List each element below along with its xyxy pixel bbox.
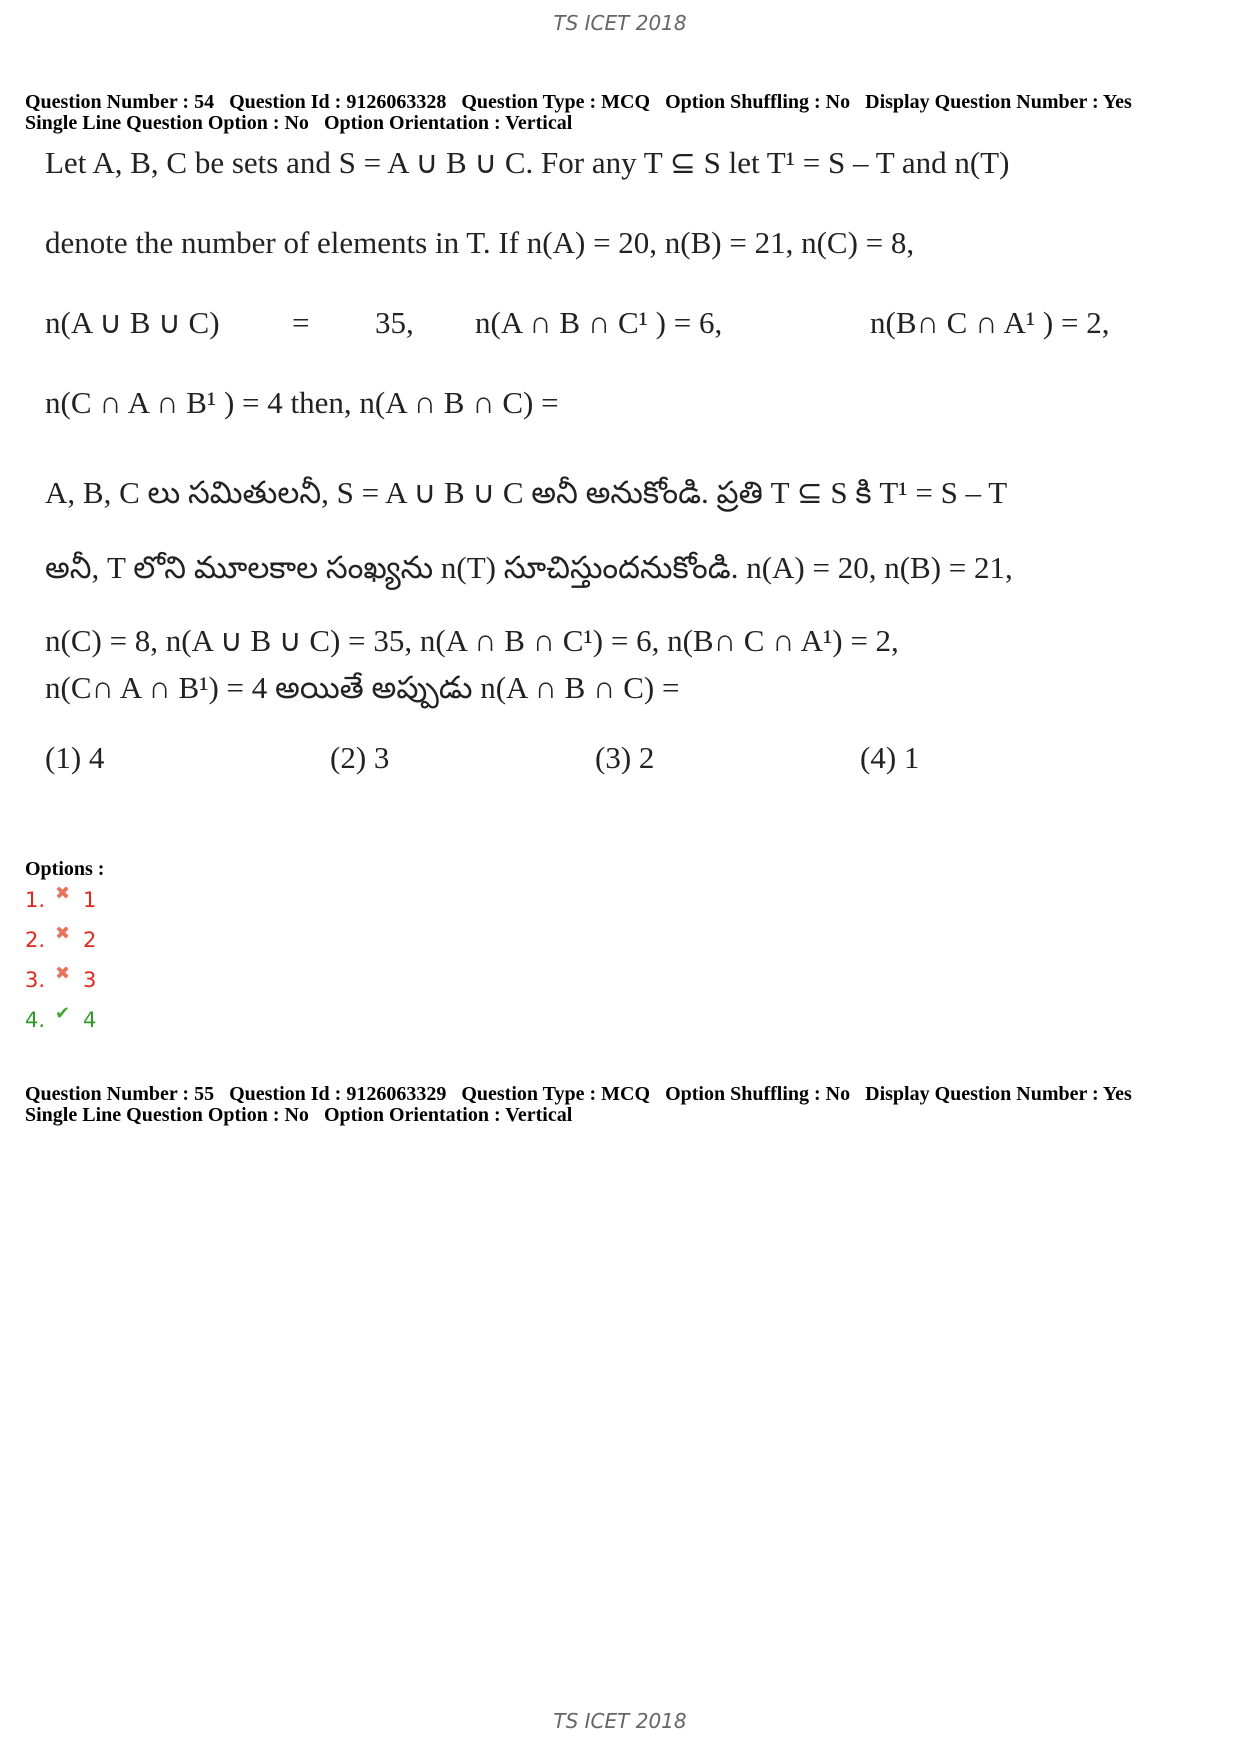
question-55-meta	[25, 1084, 1225, 1126]
question-54-body	[40, 145, 1140, 795]
telugu-line-3: n(C) = 8, n(A ∪ B ∪ C) = 35, n(A ∩ B ∩ C¹) = 6, n(B∩ C ∩ A¹) = 2,	[45, 623, 899, 658]
options-label: Options :	[25, 858, 105, 880]
question-type: Question Type : MCQ	[461, 1083, 651, 1105]
cross-icon: ✖	[55, 922, 71, 944]
answer-value: 1	[83, 888, 97, 912]
answer-option-1	[25, 882, 97, 915]
union-expression: n(A ∪ B ∪ C)	[45, 305, 220, 340]
telugu-line-1: A, B, C లు సమితులనీ, S = A ∪ B ∪ C అనీ అనుకోండి. ప్రతి T ⊆ S కి T¹ = S – T	[45, 475, 1008, 510]
question-id: Question Id : 9126063328	[229, 91, 447, 113]
answer-number: 4.	[25, 1008, 46, 1032]
question-choices	[45, 740, 945, 780]
answer-number: 2.	[25, 928, 46, 952]
answer-option-3	[25, 962, 97, 995]
check-icon: ✔	[55, 1002, 71, 1024]
question-54-meta	[25, 92, 1225, 134]
intersection-value-2: n(B∩ C ∩ A¹ ) = 2,	[870, 305, 1110, 340]
choice-2: (2) 3	[330, 740, 390, 775]
question-number: Question Number : 54	[25, 91, 215, 113]
question-line-1: Let A, B, C be sets and S = A ∪ B ∪ C. For any T ⊆ S let T¹ = S – T and n(T)	[45, 145, 1010, 180]
answer-number: 3.	[25, 968, 46, 992]
answer-number: 1.	[25, 888, 46, 912]
equals-sign: =	[292, 305, 310, 340]
option-orientation: Option Orientation : Vertical	[323, 1104, 573, 1126]
telugu-line-4: n(C∩ A ∩ B¹) = 4 అయితే అప్పుడు n(A ∩ B ∩ C) =	[45, 670, 680, 705]
cross-icon: ✖	[55, 962, 71, 984]
question-number: Question Number : 55	[25, 1083, 215, 1105]
single-line-question-option: Single Line Question Option : No	[25, 1104, 309, 1126]
page-header: TS ICET 2018	[553, 11, 687, 35]
option-orientation: Option Orientation : Vertical	[323, 112, 573, 134]
option-shuffling: Option Shuffling : No	[665, 91, 851, 113]
display-question-number: Display Question Number : Yes	[865, 1083, 1132, 1105]
answer-value: 4	[83, 1008, 97, 1032]
choice-3: (3) 2	[595, 740, 655, 775]
display-question-number: Display Question Number : Yes	[865, 91, 1132, 113]
answer-value: 2	[83, 928, 97, 952]
telugu-line-2: అనీ, T లోని మూలకాల సంఖ్యను n(T) సూచిస్తుందనుకోండి. n(A) = 20, n(B) = 21,	[45, 550, 1013, 585]
intersection-value-1: n(A ∩ B ∩ C¹ ) = 6,	[475, 305, 723, 340]
choice-4: (4) 1	[860, 740, 920, 775]
page-footer: TS ICET 2018	[553, 1709, 687, 1733]
single-line-question-option: Single Line Question Option : No	[25, 112, 309, 134]
option-shuffling: Option Shuffling : No	[665, 1083, 851, 1105]
question-line-4: n(C ∩ A ∩ B¹ ) = 4 then, n(A ∩ B ∩ C) =	[45, 385, 559, 420]
answer-option-2	[25, 922, 97, 955]
question-id: Question Id : 9126063329	[229, 1083, 447, 1105]
question-line-2: denote the number of elements in T. If n(A) = 20, n(B) = 21, n(C) = 8,	[45, 225, 915, 260]
answer-value: 3	[83, 968, 97, 992]
cross-icon: ✖	[55, 882, 71, 904]
choice-1: (1) 4	[45, 740, 105, 775]
union-value: 35,	[375, 305, 414, 340]
answer-option-4	[25, 1002, 97, 1035]
question-type: Question Type : MCQ	[461, 91, 651, 113]
